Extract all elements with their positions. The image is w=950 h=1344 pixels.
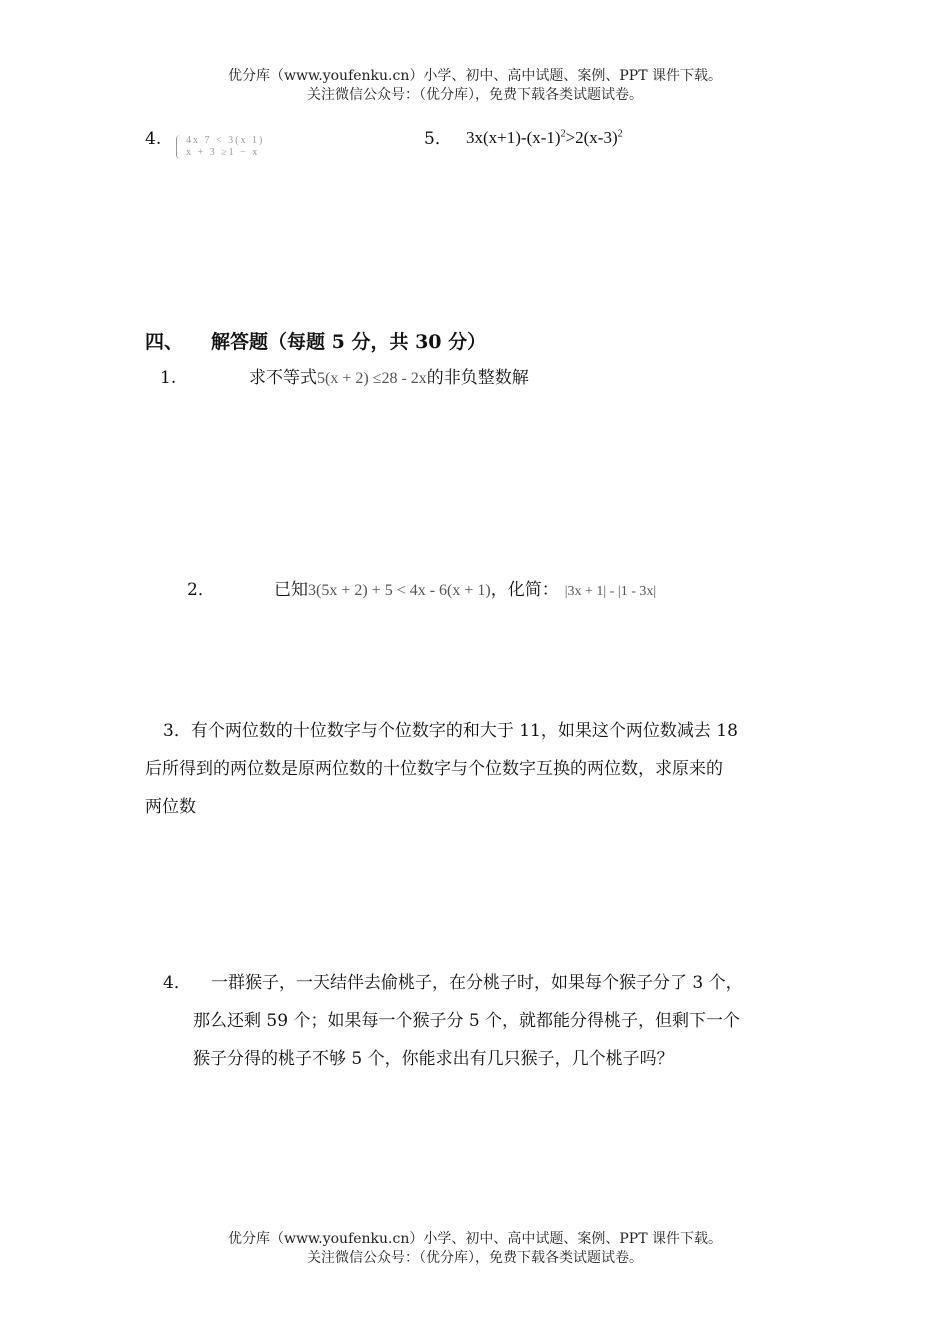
q1-prefix: 求不等式 bbox=[249, 368, 317, 388]
question-1-text bbox=[249, 367, 529, 390]
q2-prefix: 已知 bbox=[274, 580, 308, 600]
question-3-line: 后所得到的两位数是原两位数的十位数字与个位数字互换的两位数，求原来的 bbox=[145, 759, 723, 779]
expr-part: 3x(x+1)-(x-1) bbox=[466, 128, 561, 147]
footer-line-2: 关注微信公众号：（优分库），免费下载各类试题试卷。 bbox=[307, 1250, 643, 1266]
q2-inequality: 3(5x + 2) + 5 < 4x - 6(x + 1) bbox=[308, 582, 491, 599]
section-number: 四、 bbox=[145, 331, 184, 353]
question-number: 1. bbox=[160, 368, 177, 388]
q1-inequality: 5(x + 2) ≤28 - 2x bbox=[317, 370, 427, 387]
exponent: 2 bbox=[560, 128, 566, 140]
q1-suffix: 的非负整数解 bbox=[426, 368, 529, 388]
section-title: 解答题（每题 5 分，共 30 分） bbox=[211, 331, 487, 353]
question-number: 2． bbox=[187, 580, 215, 600]
q2-expression: |3x + 1| - |1 - 3x| bbox=[564, 584, 657, 599]
question-4-line: 那么还剩 59 个；如果每一个猴子分 5 个，就都能分得桃子，但剩下一个 bbox=[193, 1011, 741, 1031]
question-4-line: 一群猴子，一天结伴去偷桃子，在分桃子时，如果每个猴子分了 3 个， bbox=[211, 973, 743, 993]
header-line-1: 优分库（www.youfenku.cn）小学、初中、高中试题、案例、PPT 课件下载。 bbox=[227, 68, 722, 84]
expr-part: >2(x-3) bbox=[565, 128, 618, 147]
system-brace bbox=[176, 135, 183, 159]
q2-mid: ，化简： bbox=[490, 580, 559, 600]
footer-line-1: 优分库（www.youfenku.cn）小学、初中、高中试题、案例、PPT 课件下载。 bbox=[227, 1231, 722, 1247]
question-number: 4． bbox=[163, 973, 191, 993]
question-3-line: 两位数 bbox=[145, 797, 196, 817]
inequality-expression bbox=[466, 128, 623, 148]
question-4-line: 猴子分得的桃子不够 5 个，你能求出有几只猴子，几个桃子吗？ bbox=[193, 1049, 674, 1069]
question-2-text bbox=[274, 579, 656, 603]
question-number: 5． bbox=[424, 129, 452, 149]
exponent: 2 bbox=[617, 128, 623, 140]
system-row-1: 4x 7 < 3(x 1) bbox=[186, 135, 265, 146]
question-3-line: 3．有个两位数的十位数字与个位数字的和大于 11，如果这个两位数减去 18 bbox=[163, 721, 738, 741]
header-line-2: 关注微信公众号：（优分库），免费下载各类试题试卷。 bbox=[307, 87, 643, 103]
system-row-2: x + 3 ≥1 − x bbox=[186, 147, 260, 158]
question-number: 4. bbox=[145, 129, 162, 149]
